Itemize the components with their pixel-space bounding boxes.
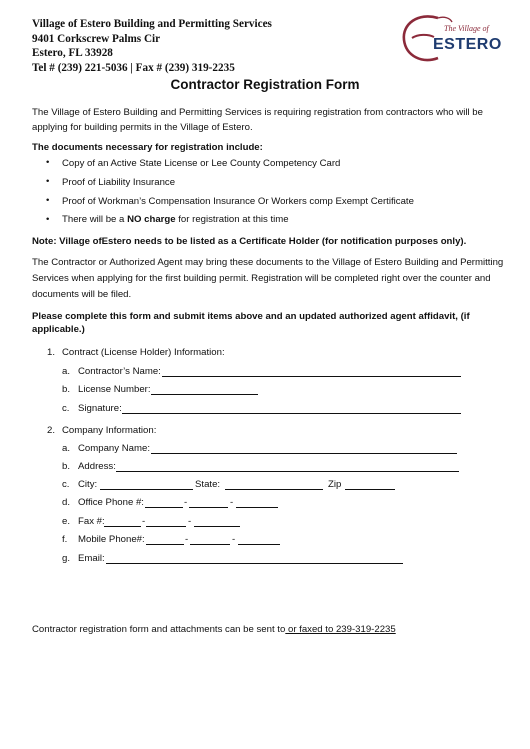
phone-fax: Tel # (239) 221-5036 | Fax # (239) 319-2235 bbox=[32, 61, 235, 74]
item-letter: a. bbox=[62, 443, 71, 454]
footer-note bbox=[32, 621, 396, 638]
item-letter: c. bbox=[62, 479, 70, 490]
mobile-phone-prefix-field[interactable] bbox=[190, 544, 230, 545]
page-title: Contractor Registration Form bbox=[170, 77, 360, 92]
address-field[interactable] bbox=[116, 471, 459, 472]
org-name: Village of Estero Building and Permitting Services bbox=[32, 18, 272, 30]
no-charge-pre: There will be a bbox=[62, 214, 128, 225]
logo-name: ESTERO bbox=[433, 36, 502, 53]
item-letter: f. bbox=[62, 534, 68, 545]
fax-area-field[interactable] bbox=[104, 526, 141, 527]
instructions-line-1: Please complete this form and submit items above and an updated authorized agent affidavit, (if bbox=[32, 311, 470, 322]
fax-prefix-field[interactable] bbox=[146, 526, 186, 527]
footer-text: Contractor registration form and attachments can be sent to bbox=[32, 624, 286, 635]
dash: - bbox=[230, 497, 234, 508]
mobile-phone-area-field[interactable] bbox=[146, 544, 184, 545]
dash: - bbox=[184, 497, 188, 508]
bullet-icon: • bbox=[46, 195, 50, 206]
office-phone-prefix-field[interactable] bbox=[189, 507, 228, 508]
no-charge-bold: NO charge bbox=[127, 214, 176, 225]
zip-field[interactable] bbox=[345, 489, 395, 490]
logo-tagline: The Village of bbox=[444, 24, 489, 33]
dash: - bbox=[188, 516, 192, 527]
paragraph2-line-3: documents will be filed. bbox=[32, 289, 132, 300]
fax-line-field[interactable] bbox=[194, 526, 240, 527]
item-letter: d. bbox=[62, 497, 71, 508]
contractor-name-label: Contractor’s Name: bbox=[78, 366, 161, 377]
mobile-phone-line-field[interactable] bbox=[238, 544, 280, 545]
dash: - bbox=[185, 534, 189, 545]
dash: - bbox=[232, 534, 236, 545]
intro-line-1: The Village of Estero Building and Permitting Services is requiring registration from contractors who will be bbox=[32, 107, 483, 118]
city-state-zip: Estero, FL 33928 bbox=[32, 47, 113, 59]
certificate-holder-note: Note: Village ofEstero needs to be listed as a Certificate Holder (for notification purposes only). bbox=[32, 236, 467, 247]
email-label: Email: bbox=[78, 553, 105, 564]
bullet-icon: • bbox=[46, 214, 50, 225]
license-number-field[interactable] bbox=[151, 394, 258, 395]
office-phone-area-field[interactable] bbox=[145, 507, 183, 508]
instructions-line-2: applicable.) bbox=[32, 324, 85, 335]
signature-field[interactable] bbox=[122, 413, 461, 414]
item-letter: c. bbox=[62, 403, 70, 414]
item-letter: e. bbox=[62, 516, 71, 527]
village-of-estero-logo bbox=[398, 10, 502, 66]
item-letter: g. bbox=[62, 553, 71, 564]
address-label: Address: bbox=[78, 461, 116, 472]
section1-heading: Contract (License Holder) Information: bbox=[62, 347, 225, 358]
signature-label: Signature: bbox=[78, 403, 122, 414]
office-phone-label: Office Phone #: bbox=[78, 497, 144, 508]
intro-line-2: applying for building permits in the Village of Estero. bbox=[32, 122, 253, 133]
email-field[interactable] bbox=[106, 563, 403, 564]
section1-number: 1. bbox=[47, 347, 56, 358]
paragraph2-line-1: The Contractor or Authorized Agent may bring these documents to the Village of Estero Building and Permitting bbox=[32, 257, 504, 268]
fax-link[interactable]: or faxed to 239-319-2235 bbox=[285, 624, 396, 635]
bullet-icon: • bbox=[46, 157, 50, 168]
letterhead bbox=[32, 17, 272, 75]
item-letter: a. bbox=[62, 366, 71, 377]
fax-label: Fax #: bbox=[78, 516, 105, 527]
license-number-label: License Number: bbox=[78, 384, 151, 395]
state-field[interactable] bbox=[225, 489, 323, 490]
item-letter: b. bbox=[62, 461, 71, 472]
company-name-label: Company Name: bbox=[78, 443, 150, 454]
section2-number: 2. bbox=[47, 425, 56, 436]
mobile-phone-label: Mobile Phone#: bbox=[78, 534, 145, 545]
zip-label: Zip bbox=[328, 479, 342, 490]
state-label: State: bbox=[195, 479, 221, 490]
dash: - bbox=[142, 516, 146, 527]
bullet-icon: • bbox=[46, 176, 50, 187]
item-letter: b. bbox=[62, 384, 71, 395]
contractor-name-field[interactable] bbox=[162, 376, 461, 377]
paragraph2-line-2: Services when applying for the first building permit. Registration will be completed right over the counter and bbox=[32, 273, 491, 284]
doc-item-workmans-comp: Proof of Workman’s Compensation Insurance Or Workers comp Exempt Certificate bbox=[62, 196, 414, 207]
section2-heading: Company Information: bbox=[62, 425, 157, 436]
doc-item-no-charge bbox=[62, 211, 289, 228]
office-phone-line-field[interactable] bbox=[236, 507, 278, 508]
doc-item-liability: Proof of Liability Insurance bbox=[62, 177, 176, 188]
city-field[interactable] bbox=[100, 489, 193, 490]
city-label: City: bbox=[78, 479, 98, 490]
no-charge-post: for registration at this time bbox=[175, 214, 289, 225]
doc-item-license: Copy of an Active State License or Lee County Competency Card bbox=[62, 158, 341, 169]
street-address: 9401 Corkscrew Palms Cir bbox=[32, 32, 161, 45]
documents-heading: The documents necessary for registration include: bbox=[32, 142, 263, 153]
company-name-field[interactable] bbox=[151, 453, 457, 454]
